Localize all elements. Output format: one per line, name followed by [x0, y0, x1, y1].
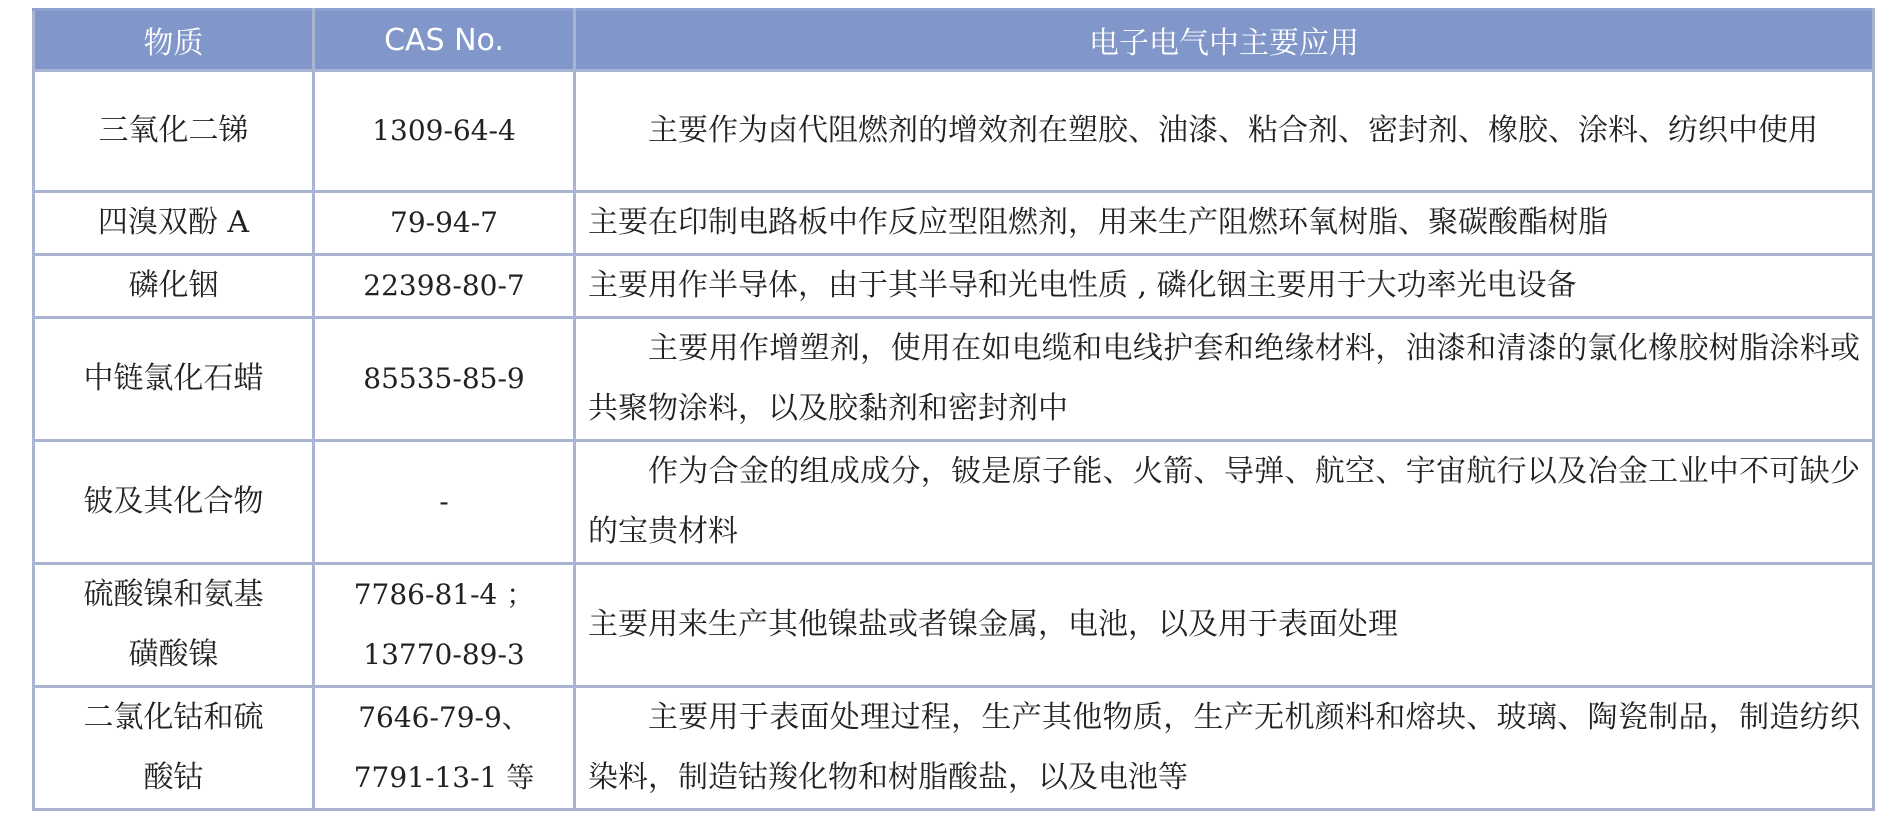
cas-cell [314, 564, 575, 687]
cas-cell [314, 318, 575, 441]
cas-cell [314, 192, 575, 255]
substance-name: 磷化铟 [128, 268, 219, 303]
substance-name: 四溴双酚 A [97, 205, 250, 240]
cas-cell [314, 441, 575, 564]
table-row [34, 192, 1874, 255]
application-cell: 主要在印制电路板中作反应型阻燃剂，用来生产阻燃环氧树脂、聚碳酸酯树脂 [575, 192, 1874, 255]
cas-number-line-1: 7786-81-4 ； [353, 578, 535, 611]
header-substance: 物质 [34, 10, 314, 71]
table-row [34, 71, 1874, 192]
substance-cell [34, 564, 314, 687]
cas-number: - [439, 485, 449, 518]
substance-application-table [32, 8, 1875, 811]
substance-name-line-2: 酸钴 [143, 760, 204, 795]
application-cell: 主要用作增塑剂，使用在如电缆和电线护套和绝缘材料，油漆和清漆的氯化橡胶树脂涂料或共聚物涂料，以及胶黏剂和密封剂中 [575, 318, 1874, 441]
substance-name-line-2: 磺酸镍 [128, 637, 219, 672]
cas-number: 85535-85-9 [363, 362, 525, 395]
substance-cell [34, 441, 314, 564]
header-cas-number: CAS No. [314, 10, 575, 71]
cas-number-line-1: 7646-79-9、 [358, 701, 530, 734]
application-cell: 主要作为卤代阻燃剂的增效剂在塑胶、油漆、粘合剂、密封剂、橡胶、涂料、纺织中使用 [575, 71, 1874, 192]
cas-cell [314, 687, 575, 810]
substance-cell [34, 687, 314, 810]
table-row [34, 564, 1874, 687]
table-body [34, 71, 1874, 810]
application-cell: 主要用来生产其他镍盐或者镍金属，电池，以及用于表面处理 [575, 564, 1874, 687]
cas-number: 1309-64-4 [372, 114, 516, 147]
substance-name-line-1: 硫酸镍和氨基 [83, 577, 264, 612]
substance-name: 铍及其化合物 [83, 484, 264, 519]
substance-table-container [32, 8, 1872, 811]
substance-cell [34, 71, 314, 192]
table-row [34, 687, 1874, 810]
substance-cell [34, 255, 314, 318]
cas-number-line-2: 7791-13-1 等 [353, 761, 535, 794]
substance-cell [34, 318, 314, 441]
cas-number: 22398-80-7 [363, 269, 525, 302]
application-cell: 主要用于表面处理过程，生产其他物质，生产无机颜料和熔块、玻璃、陶瓷制品，制造纺织染料，制造钴羧化物和树脂酸盐，以及电池等 [575, 687, 1874, 810]
application-cell: 主要用作半导体，由于其半导和光电性质 , 磷化铟主要用于大功率光电设备 [575, 255, 1874, 318]
table-row [34, 441, 1874, 564]
table-row [34, 318, 1874, 441]
cas-cell [314, 255, 575, 318]
cas-number-line-2: 13770-89-3 [363, 638, 525, 671]
substance-name: 三氧化二锑 [98, 113, 249, 148]
substance-name: 中链氯化石蜡 [83, 361, 264, 396]
header-application: 电子电气中主要应用 [575, 10, 1874, 71]
table-header [34, 10, 1874, 71]
substance-cell [34, 192, 314, 255]
application-cell: 作为合金的组成成分，铍是原子能、火箭、导弹、航空、宇宙航行以及冶金工业中不可缺少的宝贵材料 [575, 441, 1874, 564]
cas-number: 79-94-7 [390, 206, 498, 239]
header-row [34, 10, 1874, 71]
substance-name-line-1: 二氯化钴和硫 [83, 700, 264, 735]
table-row [34, 255, 1874, 318]
cas-cell [314, 71, 575, 192]
